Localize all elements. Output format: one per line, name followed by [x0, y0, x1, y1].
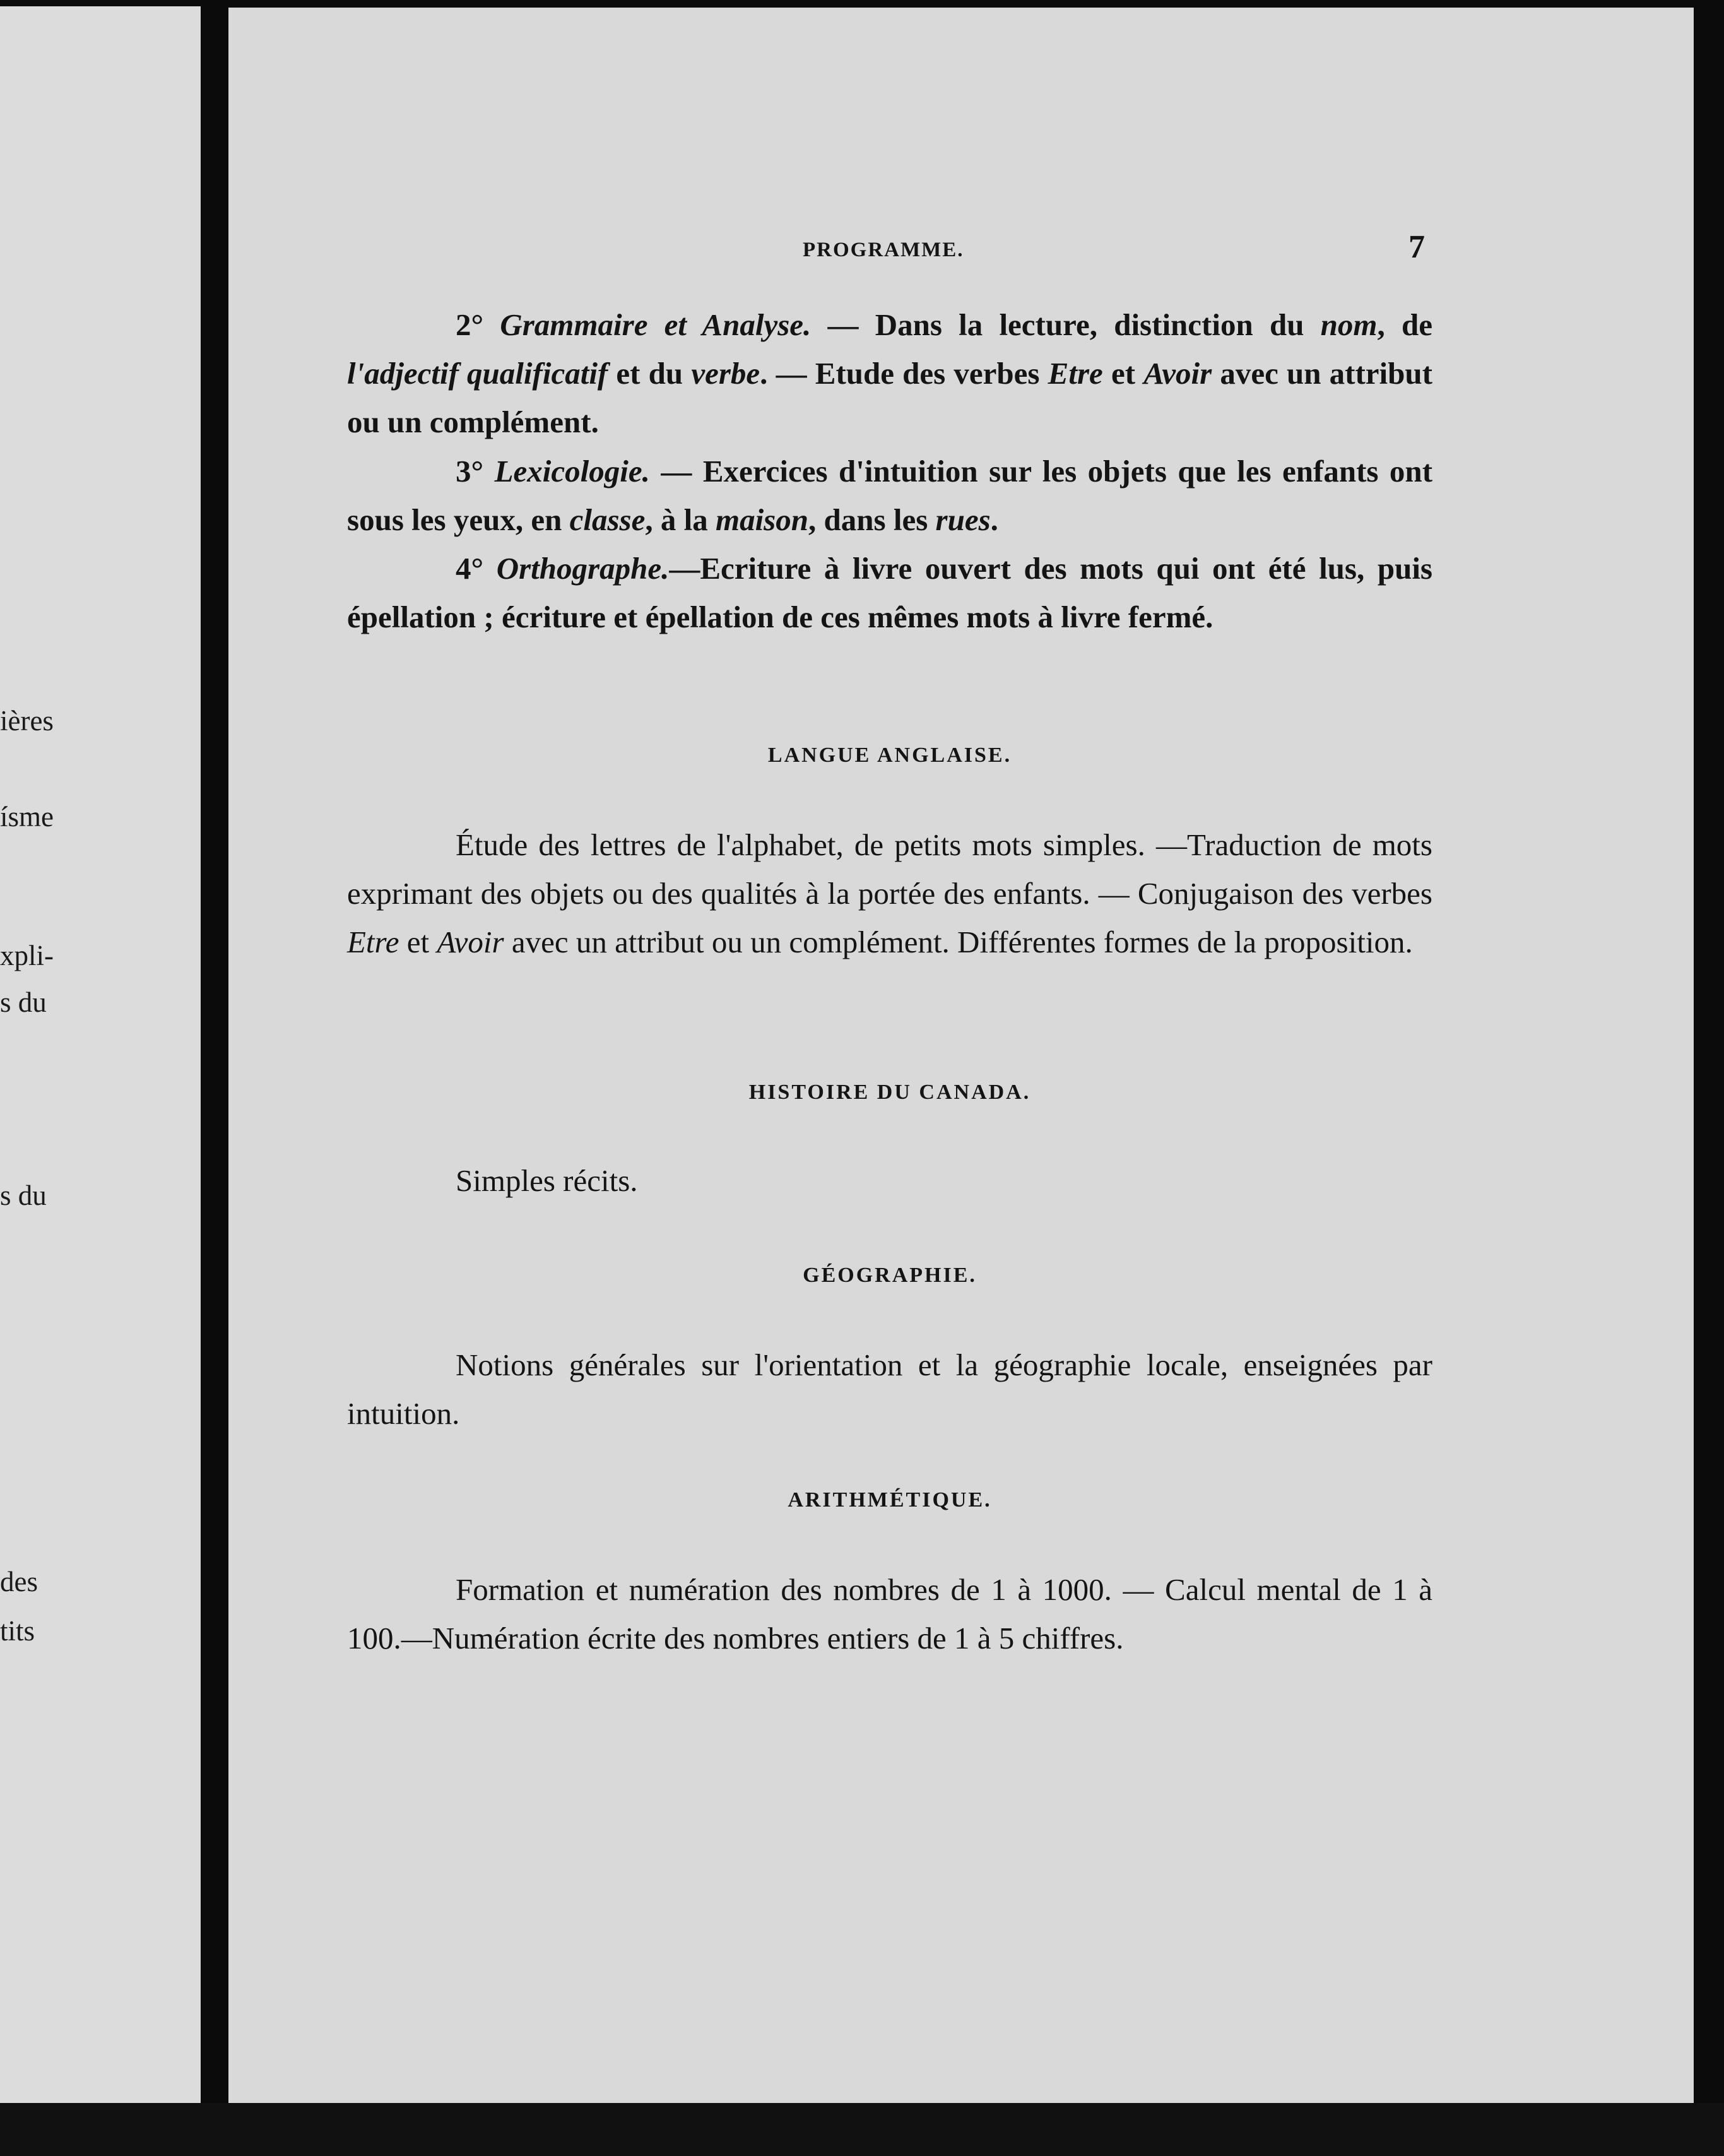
text: . — Etude des verbes — [760, 356, 1048, 391]
text-italic: l'adjectif qualificatif — [347, 356, 608, 391]
item-title: Grammaire et Analyse. — [500, 307, 812, 342]
page-number: 7 — [1408, 229, 1425, 265]
item-title: Orthographe. — [496, 551, 670, 586]
paragraph-arithmetique: Formation et numération des nombres de 1 à 1000. — Calcul mental de 1 à 100.—Numération écrite des nombres entiers de 1 à 5 chiffres. — [347, 1572, 1432, 1656]
text: et — [399, 925, 437, 959]
page — [228, 8, 1694, 2103]
left-page-fragment: tits — [0, 1615, 35, 1647]
text: , dans les — [808, 502, 936, 537]
paragraph-geographie: Notions générales sur l'orientation et la géographie locale, enseignées par intuition. — [347, 1348, 1432, 1431]
item-number: 2° — [456, 307, 484, 342]
running-head: PROGRAMME. — [803, 239, 964, 261]
text-italic: verbe — [691, 356, 760, 391]
item-title: Lexicologie. — [494, 454, 650, 489]
text-italic: Avoir — [1143, 356, 1212, 391]
text-italic: rues — [935, 502, 991, 537]
paragraph-orthographe — [347, 544, 1432, 641]
text: . — [990, 502, 998, 537]
left-page-fragment: s du — [0, 1180, 47, 1211]
heading-histoire: HISTOIRE DU CANADA. — [748, 1081, 1031, 1104]
text-italic: nom — [1320, 307, 1378, 342]
text-italic: Avoir — [437, 925, 504, 959]
left-page-fragment: des — [0, 1566, 38, 1597]
text: avec un attribut ou un complément. Différentes formes de la proposition. — [504, 925, 1413, 959]
left-page-fragment: ísme — [0, 801, 54, 832]
heading-arithmetique: ARITHMÉTIQUE. — [788, 1488, 992, 1512]
text: , à la — [645, 502, 716, 537]
paragraph-lexicologie — [347, 447, 1432, 544]
item-number: 4° — [456, 551, 484, 586]
text: — Exercices d'intuition sur les objets que les enfants ont sous les yeux, en — [347, 454, 1433, 537]
text-italic: classe — [569, 502, 646, 537]
paragraph-histoire: Simples récits. — [456, 1163, 638, 1198]
heading-langue-anglaise: LANGUE ANGLAISE. — [767, 743, 1012, 767]
heading-geographie: GÉOGRAPHIE. — [803, 1264, 977, 1287]
left-page-fragment: s du — [0, 986, 47, 1018]
text: avec un attribut ou un complément. — [347, 356, 1432, 439]
text: et du — [608, 356, 692, 391]
paragraph-grammaire — [347, 300, 1432, 446]
text: — Dans la lecture, distinction du — [811, 307, 1321, 342]
text: Étude des lettres de l'alphabet, de petits mots simples. —Traduction de mots exprimant des objets ou des qualités à la portée des enfants. — Conjugaison des verbes — [347, 827, 1432, 911]
text-italic: maison — [715, 502, 809, 537]
text: , de — [1377, 307, 1433, 342]
paragraph-langue-anglaise — [347, 820, 1432, 966]
item-number: 3° — [456, 454, 484, 489]
text: —Ecriture à livre ouvert des mots qui ont été lus, puis épellation ; écriture et épellation de ces mêmes mots à livre fermé. — [347, 551, 1433, 634]
text: et — [1102, 356, 1144, 391]
text-italic: Etre — [1048, 356, 1103, 391]
left-page-fragment: xpli- — [0, 940, 54, 971]
text-italic: Etre — [347, 925, 399, 959]
left-page-fragment: ières — [0, 705, 54, 737]
